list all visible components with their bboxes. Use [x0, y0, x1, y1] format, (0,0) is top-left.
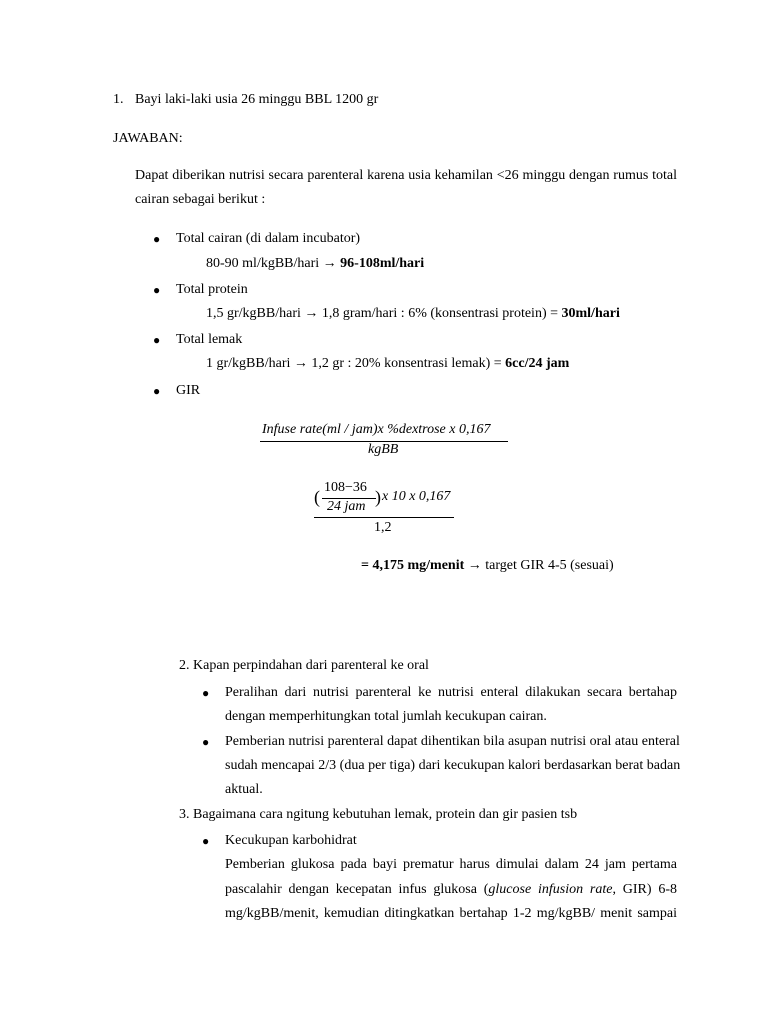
formula2-close-paren: ) — [375, 487, 381, 507]
bullet-icon: ● — [202, 686, 210, 700]
q2-bullet2-line2: sudah mencapai 2/3 (dua per tiga) dari kecukupan kalori berdasarkan berat badan — [225, 758, 681, 773]
intro-line-2: cairan sebagai berikut : — [135, 192, 266, 207]
item-lemak-calc: 1 gr/kgBB/hari → 1,2 gr : 20% konsentrasi lemak) = 6cc/24 jam — [206, 356, 570, 371]
q2-bullet2-line3: aktual. — [225, 782, 263, 797]
item-lemak-title: Total lemak — [176, 332, 243, 347]
q3-para-line1: Pemberian glukosa pada bayi prematur harus dimulai dalam 24 jam pertama — [225, 857, 677, 872]
formula2-denominator: 1,2 — [374, 520, 392, 535]
q2-bullet1-line1: Peralihan dari nutrisi parenteral ke nutrisi enteral dilakukan secara bertahap — [225, 685, 677, 700]
item-gir-title: GIR — [176, 383, 201, 398]
bullet-icon: ● — [202, 834, 210, 848]
bullet-icon: ● — [153, 333, 161, 347]
bullet-icon: ● — [153, 384, 161, 398]
bullet-icon: ● — [153, 232, 161, 246]
formula2-inner-denominator: 24 jam — [327, 499, 366, 514]
q3-para-line3: mg/kgBB/menit, kemudian ditingkatkan bertahap 1-2 mg/kgBB/ menit sampai — [225, 906, 677, 921]
item-protein-calc: 1,5 gr/kgBB/hari → 1,8 gram/hari : 6% (konsentrasi protein) = 30ml/hari — [206, 306, 620, 321]
q3-bullet-title: Kecukupan karbohidrat — [225, 833, 357, 848]
intro-line-1: Dapat diberikan nutrisi secara parenteral karena usia kehamilan <26 minggu dengan rumus total — [135, 168, 677, 183]
formula2-main-bar — [314, 517, 454, 518]
q2-bullet1-line2: dengan memperhitungkan total jumlah kecukupan cairan. — [225, 709, 547, 724]
formula2-open-paren: ( — [314, 487, 320, 507]
item-cairan-calc: 80-90 ml/kgBB/hari → 96-108ml/hari — [206, 256, 425, 271]
q2-title: 2. Kapan perpindahan dari parenteral ke oral — [179, 658, 429, 673]
formula2-inner-numerator: 108−36 — [324, 480, 367, 495]
q3-title: 3. Bagaimana cara ngitung kebutuhan lemak, protein dan gir pasien tsb — [179, 807, 578, 822]
formula-denominator: kgBB — [368, 442, 399, 457]
q1-question: Bayi laki-laki usia 26 minggu BBL 1200 gr — [135, 92, 379, 107]
jawaban-heading: JAWABAN: — [113, 131, 183, 146]
q1-number: 1. — [113, 92, 124, 107]
formula2-tail: x 10 x 0,167 — [382, 489, 451, 504]
item-protein-title: Total protein — [176, 282, 248, 297]
item-cairan-title: Total cairan (di dalam incubator) — [176, 231, 361, 246]
q3-para-line2: pascalahir dengan kecepatan infus glukosa (glucose infusion rate, GIR) 6-8 — [225, 882, 678, 897]
bullet-icon: ● — [202, 735, 210, 749]
q2-bullet2-line1: Pemberian nutrisi parenteral dapat dihentikan bila asupan nutrisi oral atau enteral — [225, 734, 680, 749]
formula-numerator: Infuse rate(ml / jam)x %dextrose x 0,167 — [262, 422, 491, 437]
bullet-icon: ● — [153, 283, 161, 297]
gir-result: = 4,175 mg/menit → target GIR 4-5 (sesuai) — [361, 558, 614, 573]
